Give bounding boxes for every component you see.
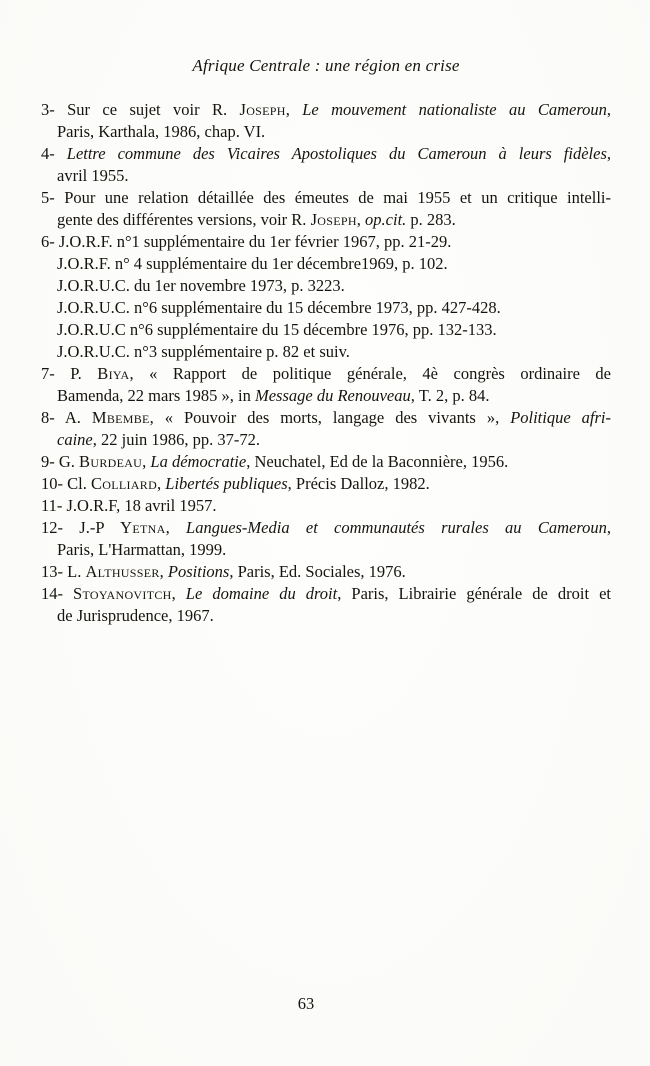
footnote-text-segment: Paris, L'Harmattan, 1999. [57, 540, 227, 559]
footnote-text-segment: Colliard [90, 474, 158, 493]
footnotes-list [41, 99, 611, 627]
footnote-text-segment: 13- L. [41, 562, 86, 581]
footnote-text-segment: , [171, 584, 186, 603]
footnote-line [41, 121, 611, 143]
footnote-text-segment: p. 283. [406, 210, 456, 229]
footnote-text-segment: , 22 juin 1986, pp. 37-72. [92, 430, 261, 449]
footnote-text-segment: Positions [167, 562, 230, 581]
footnote-text-segment: Burdeau [79, 452, 143, 471]
footnote-text-segment: Bamenda, 22 mars 1985 », in [57, 386, 255, 405]
footnote-text-segment: J.O.R.U.C. du 1er novembre 1973, p. 3223. [57, 276, 345, 295]
footnote-text-segment: 4- [41, 144, 67, 163]
footnote-line [41, 253, 611, 275]
footnote-text-segment: Paris, Karthala, 1986, chap. VI. [57, 122, 266, 141]
footnote-text-segment: Langues-Media et communautés rurales au Cameroun [186, 518, 607, 537]
footnote-text-segment: J.O.R.U.C n°6 supplémentaire du 15 décembre 1976, pp. 132-133. [57, 320, 497, 339]
footnote-text-segment: Mbembe [91, 408, 150, 427]
footnote [41, 143, 611, 187]
footnote-text-segment: Yetna [120, 518, 166, 537]
footnote [41, 561, 611, 583]
footnote-text-segment: , T. 2, p. 84. [410, 386, 490, 405]
footnote [41, 495, 611, 517]
footnote [41, 99, 611, 143]
footnote-text-segment: 5- Pour une relation détaillée des émeutes de mai 1955 et un critique intelli- [41, 188, 611, 207]
footnote-text-segment: , [285, 100, 303, 119]
footnote-text-segment: , [165, 518, 187, 537]
footnote-text-segment: Politique afri- [510, 408, 611, 427]
footnote-text-segment: Joseph [310, 210, 357, 229]
footnote-line [41, 209, 611, 231]
footnote-text-segment: 11- J.O.R.F, 18 avril 1957. [41, 496, 217, 515]
footnote-text-segment: , [606, 100, 612, 119]
footnote [41, 583, 611, 627]
footnote-text-segment: J.O.R.U.C. n°6 supplémentaire du 15 décembre 1973, pp. 427-428. [57, 298, 501, 317]
footnote [41, 517, 611, 561]
footnote-line [41, 605, 611, 627]
footnote-line [41, 319, 611, 341]
footnote-line [41, 297, 611, 319]
footnote-text-segment: Lettre commune des Vicaires Apostoliques du Cameroun à leurs fidèles [66, 144, 607, 163]
footnote-text-segment: , [157, 474, 166, 493]
footnote-text-segment: , Paris, Librairie générale de droit et [337, 584, 611, 603]
footnote-line [41, 143, 611, 165]
footnote [41, 473, 611, 495]
footnote [41, 407, 611, 451]
footnote-line [41, 341, 611, 363]
footnote-line [41, 385, 611, 407]
page-number: 63 [297, 994, 315, 1013]
footnote-text-segment: La démocratie [150, 452, 247, 471]
footnote-line [41, 275, 611, 297]
footnote-text-segment: caine [57, 430, 93, 449]
footnote-line [41, 539, 611, 561]
footnote [41, 187, 611, 231]
footnote-text-segment: , [159, 562, 168, 581]
footnote-text-segment: 12- J.-P [41, 518, 121, 537]
footnote-text-segment: 10- Cl. [41, 474, 91, 493]
footnote-text-segment: 6- J.O.R.F. n°1 supplémentaire du 1er février 1967, pp. 21-29. [41, 232, 452, 251]
footnote-line [41, 407, 611, 429]
footnote-text-segment: 7- P. [41, 364, 98, 383]
footnote [41, 363, 611, 407]
footnote-text-segment: Stoyanovitch [73, 584, 172, 603]
footnote-line [41, 517, 611, 539]
footnote-text-segment: Althusser [85, 562, 160, 581]
footnote-text-segment: Le mouvement nationaliste au Cameroun [302, 100, 607, 119]
footnote-text-segment: J.O.R.F. n° 4 supplémentaire du 1er décembre1969, p. 102. [57, 254, 448, 273]
footnote-text-segment: , Neuchatel, Ed de la Baconnière, 1956. [246, 452, 509, 471]
footnote-text-segment: Biya [97, 364, 130, 383]
running-header: Afrique Centrale : une région en crise [192, 56, 460, 75]
footnote-line [41, 363, 611, 385]
footnote-line [41, 231, 611, 253]
footnote-line [41, 99, 611, 121]
footnote-text-segment: 14- [41, 584, 74, 603]
footnote-text-segment: 3- Sur ce sujet voir R. [41, 100, 240, 119]
footnote-text-segment: gente des différentes versions, voir R. [57, 210, 311, 229]
footnote-text-segment: , [606, 518, 612, 537]
footnote [41, 451, 611, 473]
footnote [41, 231, 611, 363]
footnote-text-segment: Le domaine du droit [185, 584, 338, 603]
footnote-line [41, 165, 611, 187]
footnote-text-segment: , [142, 452, 151, 471]
footnote-text-segment: Message du Renouveau [254, 386, 411, 405]
footnote-line [41, 473, 611, 495]
footnote-text-segment: , Précis Dalloz, 1982. [287, 474, 430, 493]
footnote-text-segment: 8- A. [41, 408, 92, 427]
footnote-line [41, 451, 611, 473]
footnote-text-segment: , [356, 210, 366, 229]
footnote-text-segment: Libertés publiques [165, 474, 288, 493]
footnote-line [41, 561, 611, 583]
footnote-text-segment: J.O.R.U.C. n°3 supplémentaire p. 82 et suiv. [57, 342, 350, 361]
footnote-text-segment: , « Pouvoir des morts, langage des vivants », [149, 408, 511, 427]
footnote-text-segment: , [606, 144, 612, 163]
footnote-line [41, 495, 611, 517]
footnote-text-segment: op.cit. [365, 210, 407, 229]
footnote-line [41, 429, 611, 451]
footnote-line [41, 583, 611, 605]
footnote-text-segment: 9- G. [41, 452, 80, 471]
footnote-text-segment: , « Rapport de politique générale, 4è congrès ordinaire de [129, 364, 612, 383]
footnote-text-segment: avril 1955. [57, 166, 129, 185]
footnote-text-segment: Joseph [239, 100, 286, 119]
footnote-text-segment: , Paris, Ed. Sociales, 1976. [229, 562, 406, 581]
footnote-text-segment: de Jurisprudence, 1967. [57, 606, 214, 625]
footnote-line [41, 187, 611, 209]
